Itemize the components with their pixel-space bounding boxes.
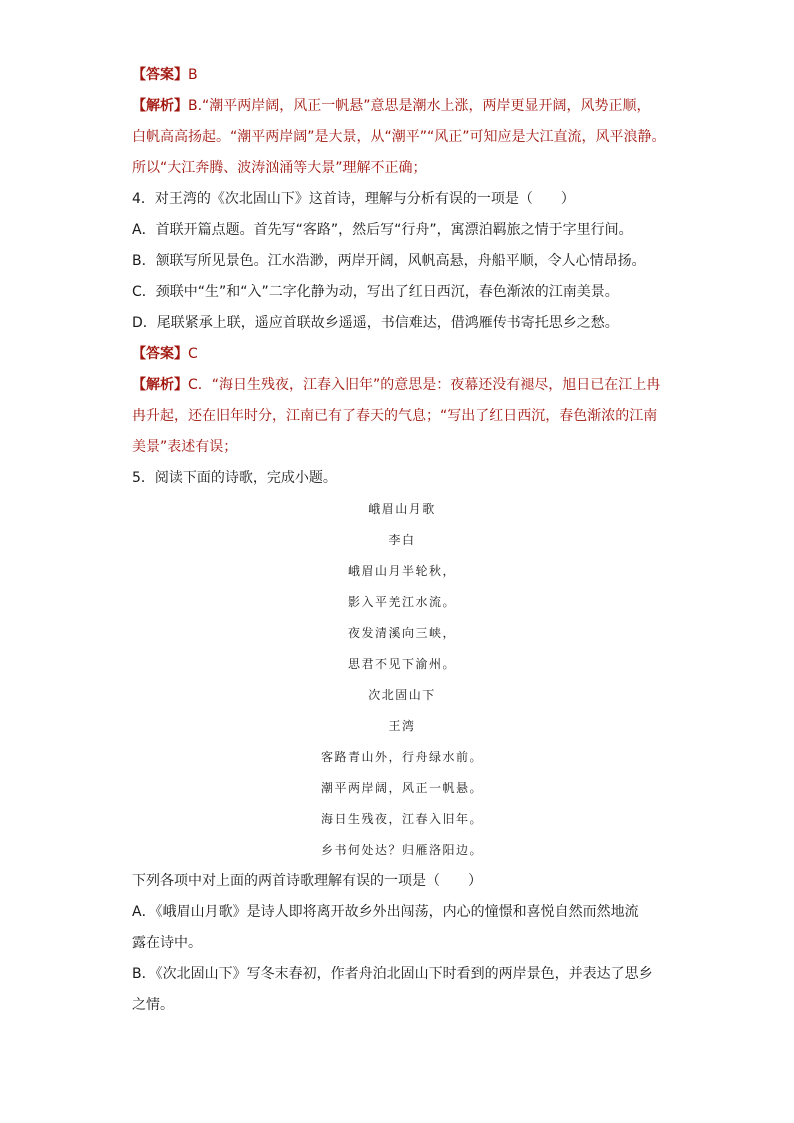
poem-1-author: 李白 (388, 533, 416, 547)
document-page (132, 60, 672, 1021)
answer-line-1 (132, 60, 672, 91)
analysis-tag: 【解析】 (132, 377, 188, 393)
analysis-line-1b: 白帆高高扬起。“潮平两岸阔”是大景，从“潮平”“风正”可知应是大江直流，风平浪静。 (132, 129, 666, 145)
answer-tag: 【答案】 (132, 67, 188, 83)
poem-2-author: 王湾 (388, 719, 416, 733)
q5-option-a-line2: 露在诗中。 (132, 935, 202, 951)
analysis-tag: 【解析】 (132, 98, 188, 114)
question-4-stem: 4．对王湾的《次北固山下》这首诗，理解与分析有误的一项是（ ） (132, 191, 575, 207)
analysis-line-2c: 美景”表述有误； (132, 439, 238, 455)
poem-2-line: 海日生残夜，江春入旧年。 (320, 812, 483, 826)
q4-option-d: D．尾联紧承上联，遥应首联故乡遥遥，书信难达，借鸿雁传书寄托思乡之愁。 (132, 315, 619, 331)
poem-2-line: 潮平两岸阔，风正一帆悬。 (320, 781, 483, 795)
analysis-text: B.“潮平两岸阔，风正一帆悬”意思是潮水上涨，两岸更显开阔，风势正顺， (188, 98, 651, 114)
analysis-line-1c: 所以“大江奔腾、波涛汹涌等大景”理解不正确； (132, 160, 427, 176)
analysis-line-2a (132, 370, 672, 401)
answer-line-2 (132, 339, 672, 370)
poem-2-title: 次北固山下 (368, 688, 436, 702)
poem-1-line: 思君不见下渝州。 (347, 657, 456, 671)
q4-option-a: A．首联开篇点题。首先写“客路”，然后写“行舟”，寓漂泊羁旅之情于字里行间。 (132, 222, 633, 238)
q5-option-b-line1: B．《次北固山下》写冬末春初，作者舟泊北固山下时看到的两岸景色，并表达了思乡 (132, 966, 653, 982)
answer-value: B (188, 67, 198, 83)
q5-option-b-line2: 之情。 (132, 997, 174, 1013)
analysis-line-2b: 冉升起，还在旧年时分，江南已有了春天的气息；“写出了红日西沉，春色渐浓的江南 (132, 408, 658, 424)
analysis-line-1a (132, 91, 672, 122)
answer-tag: 【答案】 (132, 346, 188, 362)
q4-option-c: C．颈联中“生”和“入”二字化静为动，写出了红日西沉，春色渐浓的江南美景。 (132, 284, 619, 300)
poem-2-line: 乡书何处达？归雁洛阳边。 (320, 843, 483, 857)
poem-1-line: 影入平羌江水流。 (347, 595, 456, 609)
poem-1-title: 峨眉山月歌 (368, 502, 436, 516)
question-5-prompt: 下列各项中对上面的两首诗歌理解有误的一项是（ ） (132, 873, 482, 889)
analysis-text: C．“海日生残夜，江春入旧年”的意思是：夜幕还没有褪尽，旭日已在江上冉 (188, 377, 661, 393)
answer-value: C (188, 346, 198, 362)
poem-1-line: 夜发清溪向三峡， (347, 626, 456, 640)
q4-option-b: B．颔联写所见景色。江水浩渺，两岸开阔，风帆高悬，舟船平顺，令人心情昂扬。 (132, 253, 646, 269)
poem-1-line: 峨眉山月半轮秋， (347, 564, 456, 578)
question-5-stem: 5．阅读下面的诗歌，完成小题。 (132, 470, 337, 486)
poem-2-line: 客路青山外，行舟绿水前。 (320, 750, 483, 764)
q5-option-a-line1: A．《峨眉山月歌》是诗人即将离开故乡外出闯荡，内心的憧憬和喜悦自然而然地流 (132, 904, 639, 920)
